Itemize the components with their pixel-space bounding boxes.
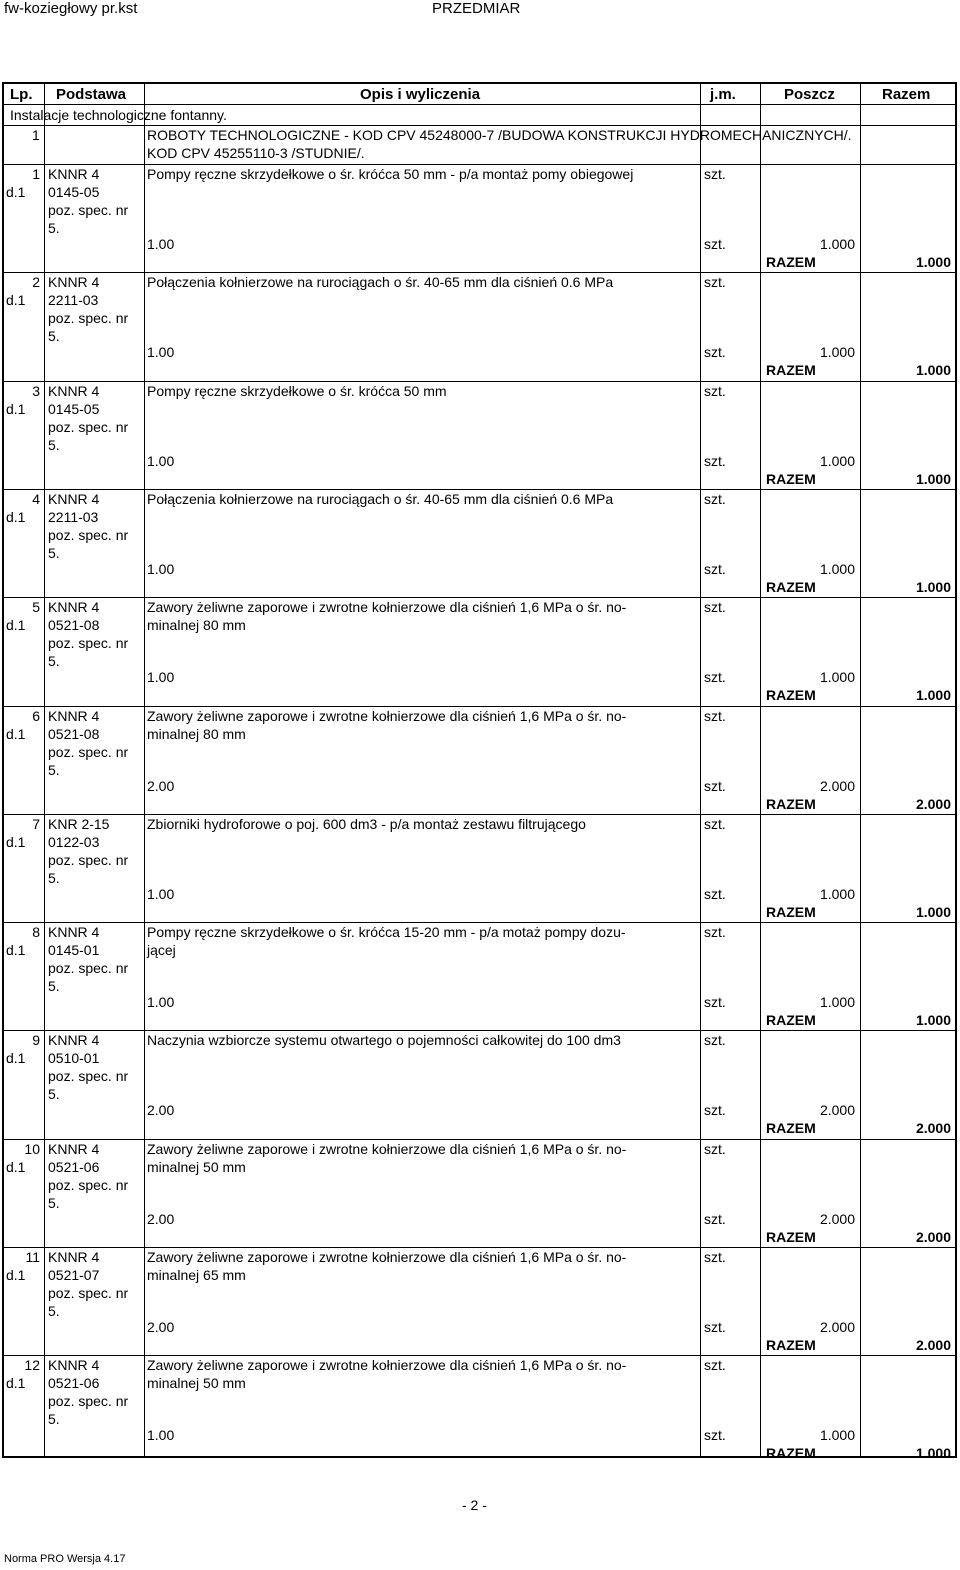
basis-code: 0145-05 [48, 184, 100, 200]
quantity-value: 1.00 [147, 236, 175, 252]
table-row [4, 164, 955, 272]
quantity-unit: szt. [704, 452, 726, 469]
item-dept: d.1 [6, 292, 26, 309]
basis-spec-num: 5. [48, 761, 60, 778]
total-value: 1.000 [915, 578, 951, 595]
basis-spec: poz. spec. nr [48, 418, 129, 435]
basis-catalog: KNNR 4 [48, 1357, 100, 1374]
quantity-value: 1.00 [147, 344, 175, 361]
partial-value: 1.000 [819, 885, 855, 902]
item-description-cont: minalnej 80 mm [147, 617, 246, 634]
quantity-unit: szt. [704, 885, 726, 902]
row-divider [4, 706, 955, 707]
basis-catalog: KNR 2-15 [48, 815, 110, 832]
basis-catalog: KNNR 4 [48, 1249, 100, 1265]
total-value: 1.000 [915, 903, 951, 920]
item-description: Połączenia kołnierzowe na rurociągach o śr. 40-65 mm dla ciśnień 0.6 MPa [147, 274, 614, 291]
unit-of-measure: szt. [704, 1249, 726, 1265]
total-value: 2.000 [915, 1120, 951, 1137]
item-number: 3 [32, 382, 40, 399]
file-name: fw-koziegłowy pr.kst [4, 0, 138, 17]
item-dept: d.1 [6, 833, 26, 850]
basis-spec-num: 5. [48, 869, 60, 886]
basis-spec-num: 5. [48, 328, 60, 345]
quantity-value: 1.00 [147, 885, 175, 902]
total-value: 1.000 [915, 470, 951, 487]
quantity-value: 1.00 [147, 1427, 175, 1444]
basis-spec: poz. spec. nr [48, 1068, 129, 1085]
total-label: RAZEM [766, 470, 816, 487]
partial-value: 2.000 [819, 1210, 855, 1227]
row-divider [4, 814, 955, 815]
page-number: - 2 - [462, 1497, 487, 1513]
item-dept: d.1 [6, 184, 26, 200]
item-number: 4 [32, 490, 40, 507]
window-title-bar [0, 0, 960, 24]
total-value: 2.000 [915, 795, 951, 812]
quantity-value: 2.00 [147, 1102, 175, 1119]
basis-spec: poz. spec. nr [48, 635, 129, 652]
total-value: 2.000 [915, 1337, 951, 1353]
unit-of-measure: szt. [704, 382, 726, 399]
header-razem: Razem [882, 86, 931, 103]
basis-spec-num: 5. [48, 220, 60, 236]
table-row [4, 814, 955, 922]
item-number: 11 [25, 1249, 40, 1265]
row-divider [4, 1030, 955, 1031]
total-value: 1.000 [915, 254, 951, 270]
table-row [4, 1030, 955, 1138]
quantity-value: 2.00 [147, 777, 175, 794]
total-value: 2.000 [915, 1228, 951, 1245]
basis-catalog: KNNR 4 [48, 1140, 100, 1157]
partial-value: 1.000 [819, 344, 855, 361]
total-label: RAZEM [766, 362, 816, 379]
basis-catalog: KNNR 4 [48, 274, 100, 291]
basis-code: 0521-08 [48, 725, 100, 742]
basis-spec-num: 5. [48, 1194, 60, 1211]
table-row [4, 922, 955, 1030]
item-dept: d.1 [6, 1267, 26, 1283]
basis-catalog: KNNR 4 [48, 599, 100, 616]
basis-code: 2211-03 [48, 508, 99, 525]
table-row [4, 489, 955, 597]
item-description: Zawory żeliwne zaporowe i zwrotne kołnierzowe dla ciśnień 1,6 MPa o śr. no- [147, 707, 627, 724]
quantity-unit: szt. [704, 1319, 726, 1335]
estimate-table [2, 82, 957, 1462]
header-jm: j.m. [710, 86, 736, 103]
quantity-value: 1.00 [147, 452, 175, 469]
table-row [4, 1355, 955, 1463]
row-divider [4, 1247, 955, 1248]
item-number: 10 [24, 1140, 40, 1157]
table-row [4, 1139, 955, 1247]
section-description-cont: KOD CPV 45255110-3 /STUDNIE/. [147, 145, 365, 161]
row-divider [4, 922, 955, 923]
total-label: RAZEM [766, 795, 816, 812]
basis-code: 0521-08 [48, 617, 100, 634]
item-dept: d.1 [6, 400, 26, 417]
header-lp: Lp. [10, 86, 33, 103]
total-label: RAZEM [766, 1228, 816, 1245]
quantity-unit: szt. [704, 236, 726, 252]
partial-value: 1.000 [819, 994, 855, 1011]
item-description: Zawory żeliwne zaporowe i zwrotne kołnierzowe dla ciśnień 1,6 MPa o śr. no- [147, 1249, 627, 1265]
basis-code: 0145-05 [48, 400, 100, 417]
partial-value: 2.000 [819, 1319, 855, 1335]
basis-spec-num: 5. [48, 544, 60, 561]
total-value: 1.000 [915, 362, 951, 379]
unit-of-measure: szt. [704, 1140, 726, 1157]
total-label: RAZEM [766, 687, 816, 704]
basis-spec: poz. spec. nr [48, 310, 129, 327]
partial-value: 1.000 [819, 669, 855, 686]
section-divider [4, 125, 955, 126]
basis-spec: poz. spec. nr [48, 526, 129, 543]
quantity-value: 1.00 [147, 560, 175, 577]
item-dept: d.1 [6, 617, 26, 634]
item-description: Połączenia kołnierzowe na rurociągach o śr. 40-65 mm dla ciśnień 0.6 MPa [147, 490, 614, 507]
quantity-unit: szt. [704, 344, 726, 361]
unit-of-measure: szt. [704, 490, 726, 507]
item-dept: d.1 [6, 1050, 26, 1067]
partial-value: 1.000 [819, 236, 855, 252]
unit-of-measure: szt. [704, 1357, 726, 1374]
basis-code: 0122-03 [48, 833, 100, 850]
item-description: Naczynia wzbiorcze systemu otwartego o pojemności całkowitej do 100 dm3 [147, 1032, 621, 1049]
section-description: ROBOTY TECHNOLOGICZNE - KOD CPV 45248000-7 /BUDOWA KONSTRUKCJI HYDROMECHANICZNYCH/. [147, 127, 852, 143]
item-description: Pompy ręczne skrzydełkowe o śr. króćca 50 mm [147, 382, 447, 399]
item-description: Zawory żeliwne zaporowe i zwrotne kołnierzowe dla ciśnień 1,6 MPa o śr. no- [147, 1357, 627, 1374]
basis-spec: poz. spec. nr [48, 1176, 129, 1193]
row-divider [4, 597, 955, 598]
item-dept: d.1 [6, 725, 26, 742]
item-number: 2 [32, 274, 40, 291]
section-end-divider [4, 164, 955, 165]
header-poszcz: Poszcz [784, 86, 835, 103]
basis-code: 0145-01 [48, 942, 100, 959]
row-divider [4, 1355, 955, 1356]
table-header [4, 84, 955, 104]
basis-code: 0521-06 [48, 1158, 100, 1175]
quantity-value: 2.00 [147, 1210, 175, 1227]
basis-code: 2211-03 [48, 292, 99, 309]
item-description: Pompy ręczne skrzydełkowe o śr. króćca 15-20 mm - p/a motaż pompy dozu- [147, 924, 626, 941]
basis-catalog: KNNR 4 [48, 166, 100, 182]
total-label: RAZEM [766, 1337, 816, 1353]
partial-value: 1.000 [819, 560, 855, 577]
footer-version: Norma PRO Wersja 4.17 [4, 1553, 126, 1565]
basis-catalog: KNNR 4 [48, 382, 100, 399]
header-podstawa: Podstawa [56, 86, 127, 103]
basis-catalog: KNNR 4 [48, 1032, 100, 1049]
total-label: RAZEM [766, 1012, 816, 1029]
item-number: 7 [32, 815, 40, 832]
item-description: Zawory żeliwne zaporowe i zwrotne kołnierzowe dla ciśnień 1,6 MPa o śr. no- [147, 599, 627, 616]
basis-spec: poz. spec. nr [48, 743, 129, 760]
unit-of-measure: szt. [704, 274, 726, 291]
item-description: Pompy ręczne skrzydełkowe o śr. króćca 50 mm - p/a montaż pomy obiegowej [147, 166, 634, 182]
table-row [4, 1247, 955, 1355]
basis-spec: poz. spec. nr [48, 1393, 129, 1410]
basis-spec: poz. spec. nr [48, 851, 129, 868]
quantity-value: 1.00 [147, 669, 175, 686]
quantity-unit: szt. [704, 1210, 726, 1227]
row-divider [4, 1139, 955, 1140]
unit-of-measure: szt. [704, 1032, 726, 1049]
total-label: RAZEM [766, 254, 816, 270]
basis-catalog: KNNR 4 [48, 924, 100, 941]
basis-catalog: KNNR 4 [48, 490, 100, 507]
basis-code: 0521-06 [48, 1375, 100, 1392]
partial-value: 2.000 [819, 1102, 855, 1119]
header-divider [4, 104, 955, 105]
unit-of-measure: szt. [704, 815, 726, 832]
quantity-value: 2.00 [147, 1319, 175, 1335]
item-number: 8 [32, 924, 40, 941]
item-description: Zbiorniki hydroforowe o poj. 600 dm3 - p/a montaż zestawu filtrującego [147, 815, 586, 832]
total-value: 1.000 [915, 1012, 951, 1029]
total-label: RAZEM [766, 578, 816, 595]
document-title: PRZEDMIAR [432, 0, 521, 17]
item-number: 6 [32, 707, 40, 724]
total-label: RAZEM [766, 1445, 816, 1462]
section-title: Instalacje technologiczne fontanny. [10, 107, 227, 123]
basis-spec-num: 5. [48, 1086, 60, 1103]
partial-value: 1.000 [819, 452, 855, 469]
quantity-unit: szt. [704, 1427, 726, 1444]
table-row [4, 272, 955, 380]
basis-spec-num: 5. [48, 1411, 60, 1428]
table-row [4, 381, 955, 489]
item-dept: d.1 [6, 942, 26, 959]
item-description-cont: minalnej 50 mm [147, 1375, 246, 1392]
basis-code: 0510-01 [48, 1050, 100, 1067]
item-description-cont: jącej [147, 942, 176, 959]
basis-code: 0521-07 [48, 1267, 100, 1283]
item-description: Zawory żeliwne zaporowe i zwrotne kołnierzowe dla ciśnień 1,6 MPa o śr. no- [147, 1140, 627, 1157]
item-number: 9 [32, 1032, 40, 1049]
partial-value: 1.000 [819, 1427, 855, 1444]
basis-spec-num: 5. [48, 436, 60, 453]
row-divider [4, 381, 955, 382]
item-number: 12 [24, 1357, 40, 1374]
header-opis: Opis i wyliczenia [360, 86, 481, 103]
table-row [4, 597, 955, 705]
basis-spec-num: 5. [48, 653, 60, 670]
item-dept: d.1 [6, 1158, 26, 1175]
item-description-cont: minalnej 65 mm [147, 1267, 246, 1283]
table-row [4, 706, 955, 814]
basis-spec-num: 5. [48, 1303, 60, 1319]
quantity-unit: szt. [704, 1102, 726, 1119]
total-label: RAZEM [766, 903, 816, 920]
row-divider [4, 272, 955, 273]
unit-of-measure: szt. [704, 707, 726, 724]
item-number: 1 [32, 166, 40, 182]
quantity-unit: szt. [704, 560, 726, 577]
item-dept: d.1 [6, 508, 26, 525]
item-dept: d.1 [6, 1375, 26, 1392]
unit-of-measure: szt. [704, 924, 726, 941]
basis-spec: poz. spec. nr [48, 960, 129, 977]
quantity-value: 1.00 [147, 994, 175, 1011]
total-label: RAZEM [766, 1120, 816, 1137]
partial-value: 2.000 [819, 777, 855, 794]
quantity-unit: szt. [704, 994, 726, 1011]
quantity-unit: szt. [704, 669, 726, 686]
quantity-unit: szt. [704, 777, 726, 794]
row-divider [4, 489, 955, 490]
basis-spec: poz. spec. nr [48, 1285, 129, 1301]
item-description-cont: minalnej 80 mm [147, 725, 246, 742]
basis-spec-num: 5. [48, 978, 60, 995]
total-value: 1.000 [915, 1445, 951, 1462]
item-description-cont: minalnej 50 mm [147, 1158, 246, 1175]
section-number: 1 [32, 127, 40, 143]
total-value: 1.000 [915, 687, 951, 704]
unit-of-measure: szt. [704, 599, 726, 616]
unit-of-measure: szt. [704, 166, 726, 182]
item-number: 5 [32, 599, 40, 616]
basis-catalog: KNNR 4 [48, 707, 100, 724]
basis-spec: poz. spec. nr [48, 202, 129, 218]
